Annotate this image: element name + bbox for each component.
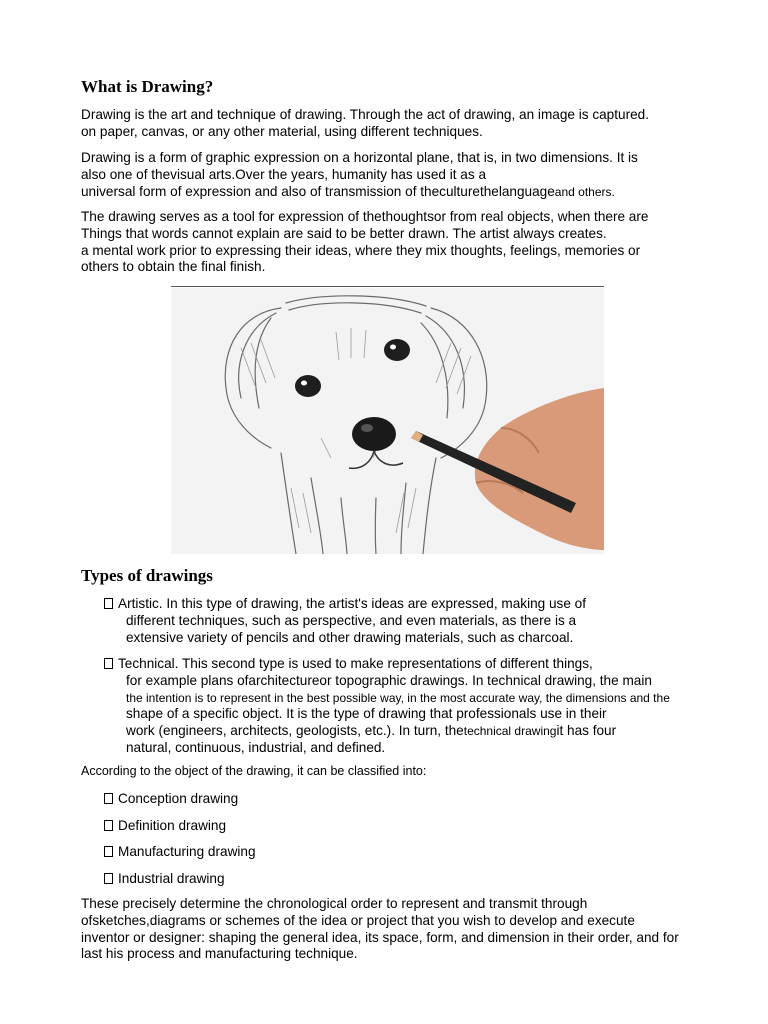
text-segment-small: and others. xyxy=(554,184,615,199)
text-line: on paper, canvas, or any other material, using different techniques. xyxy=(81,123,483,139)
text-line xyxy=(104,596,694,613)
text-line-small: the intention is to represent in the best possible way, in the most accurate way, the dimensions and the xyxy=(126,690,670,705)
text-line: different techniques, such as perspective, and even materials, as there is a xyxy=(126,612,577,628)
bullet-box-icon xyxy=(104,658,113,669)
bullet-box-icon xyxy=(104,820,113,831)
list-item-label: Definition drawing xyxy=(118,818,227,833)
bullet-box-icon xyxy=(104,873,113,884)
text-line: also one of thevisual arts.Over the years, humanity has used it as a xyxy=(81,166,487,182)
list-item-manufacturing xyxy=(104,844,256,861)
puppy-pencil-sketch-image xyxy=(171,288,604,554)
text-line xyxy=(104,656,694,673)
text-segment: it has four xyxy=(556,723,617,739)
text-line: a mental work prior to expressing their ideas, where they mix thoughts, feelings, memories or xyxy=(81,242,641,258)
paragraph-graphic-expression xyxy=(81,150,691,200)
text-line: Things that words cannot explain are said to be better drawn. The artist always creates. xyxy=(81,225,607,241)
text-line: Drawing is the art and technique of drawing. Through the act of drawing, an image is captured. xyxy=(81,107,649,122)
divider-rule xyxy=(171,286,604,287)
bullet-box-icon xyxy=(104,598,113,609)
text-line: last his process and manufacturing technique. xyxy=(81,946,358,962)
bullet-box-icon xyxy=(104,793,113,804)
text-line xyxy=(104,723,694,740)
list-item-label: Industrial drawing xyxy=(118,871,225,886)
text-segment: work (engineers, architects, geologists, etc.). In turn, the xyxy=(126,723,464,739)
text-line: Drawing is a form of graphic expression on a horizontal plane, that is, in two dimensions. It is xyxy=(81,150,638,165)
text-line: extensive variety of pencils and other drawing materials, such as charcoal. xyxy=(126,629,574,645)
text-line: others to obtain the final finish. xyxy=(81,259,266,275)
paragraph-chronological-order xyxy=(81,896,691,963)
text-line xyxy=(81,184,691,201)
text-line: These precisely determine the chronological order to represent and transmit through xyxy=(81,896,588,911)
text-line: The drawing serves as a tool for expression of thethoughtsor from real objects, when there are xyxy=(81,209,649,224)
bullet-box-icon xyxy=(104,846,113,857)
text-segment: Technical. This second type is used to make representations of different things, xyxy=(118,656,593,671)
text-line: for example plans ofarchitectureor topographic drawings. In technical drawing, the main xyxy=(126,672,652,688)
paragraph-definition xyxy=(81,107,691,141)
list-item-artistic xyxy=(104,596,694,646)
list-item-definition xyxy=(104,818,226,835)
text-line: shape of a specific object. It is the type of drawing that professionals use in their xyxy=(126,706,607,722)
list-item-label: Manufacturing drawing xyxy=(118,844,256,859)
text-segment-small: technical drawing xyxy=(463,724,557,739)
list-item-label: Conception drawing xyxy=(118,791,239,806)
text-segment: Artistic. In this type of drawing, the artist's ideas are expressed, making use of xyxy=(118,596,587,611)
text-line: inventor or designer: shaping the general idea, its space, form, and dimension in their order, and for xyxy=(81,929,679,945)
list-item-technical xyxy=(104,656,694,757)
text-segment: universal form of expression and also of transmission of theculturethelanguage xyxy=(81,183,555,199)
text-line: natural, continuous, industrial, and defined. xyxy=(126,739,386,755)
list-item-industrial xyxy=(104,871,225,888)
list-item-conception xyxy=(104,791,238,808)
heading-types-of-drawings: Types of drawings xyxy=(81,566,213,585)
classification-intro: According to the object of the drawing, it can be classified into: xyxy=(81,764,427,778)
paragraph-tool-for-expression xyxy=(81,209,691,276)
heading-what-is-drawing: What is Drawing? xyxy=(81,77,214,96)
text-line: ofsketches,diagrams or schemes of the idea or project that you wish to develop and execute xyxy=(81,912,635,928)
